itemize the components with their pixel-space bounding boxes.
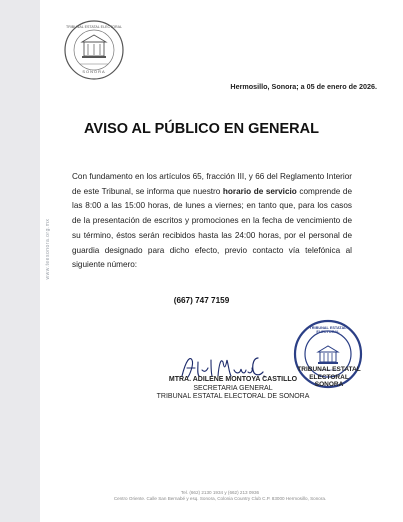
logo-text: [62, 18, 126, 82]
document-date: Hermosillo, Sonora; a 05 de enero de 2026.: [230, 82, 377, 91]
left-sidebar-band: [0, 0, 40, 522]
logo-bottom-text: SONORA: [82, 69, 106, 74]
notice-title: AVISO AL PÚBLICO EN GENERAL: [84, 121, 319, 137]
footer: [60, 490, 380, 502]
notice-text-before: Con fundamento en los artículos 65, fracción III, y 66 del Reglamento Interior de este Tribunal, se informa que nuestro: [72, 172, 352, 196]
seal-caption: [290, 366, 368, 389]
notice-text-bold: horario de servicio: [222, 186, 297, 196]
seal-caption-line1: TRIBUNAL ESTATAL: [297, 366, 361, 373]
footer-phones: Tel. (662) 2130 1934 y (662) 213 0936: [180, 490, 260, 495]
signer-position: SECRETARIA GENERAL: [193, 384, 273, 392]
seal-ring-text: TRIBUNAL ESTATAL ELECTORAL: [309, 326, 347, 334]
logo-top-text: TRIBUNAL ESTATAL ELECTORAL: [66, 25, 122, 29]
phone-number: (667) 747 7159: [173, 296, 230, 305]
seal-caption-line3: SONORA: [314, 381, 344, 388]
signer-name: MTRA. ADILENE MONTOYA CASTILLO: [168, 376, 298, 383]
sidebar-website-text: www.teesonora.org.mx: [45, 218, 51, 280]
notice-body: [72, 170, 352, 273]
signer-institution: TRIBUNAL ESTATAL ELECTORAL DE SONORA: [156, 393, 310, 400]
sidebar-website: [44, 200, 52, 300]
notice-text-after: comprende de las 8:00 a las 15:00 horas, de lunes a viernes; en tanto que, para los casos de la presentación de escritos y promociones en la fecha de vencimiento de su término, éstos serán recibidos hasta las 24:00 horas, por el personal de guardia designado para dicho efecto, previo contacto vía telefónica al siguiente número:: [72, 186, 352, 270]
seal-caption-line2: ELECTORAL: [309, 373, 349, 381]
footer-address: Centro Oriente. Calle San Bernabé y esq. Sonora, Colonia Country Club C.P. 83000 Hermosillo, Sonora.: [113, 496, 327, 501]
